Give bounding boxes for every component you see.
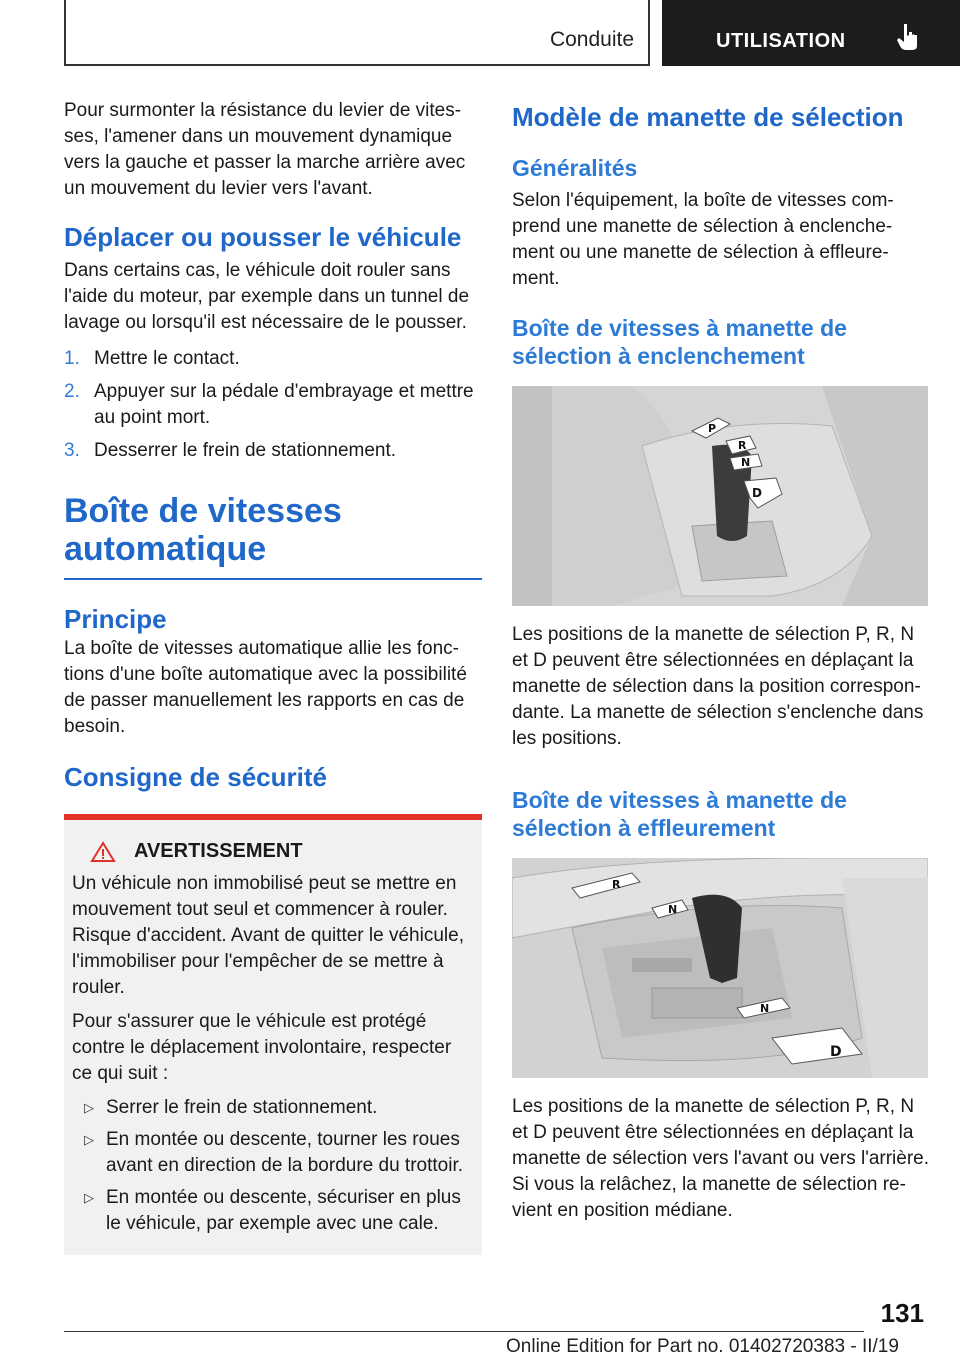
bullet-triangle-icon: ▷ bbox=[84, 1100, 94, 1115]
intro-paragraph: Pour surmonter la résistance du levier de vites-ses, l'amener dans un mouvement dynamique vers la gauche et passer la marche arrière avec un mouvement du levier vers l'avant. bbox=[64, 100, 466, 199]
list-item bbox=[72, 1185, 472, 1237]
main-heading: Modèle de manette de sélection bbox=[512, 102, 904, 132]
gear-selector-locking-figure bbox=[512, 386, 928, 606]
right-column bbox=[512, 102, 930, 1224]
bullet-triangle-icon: ▷ bbox=[84, 1132, 94, 1147]
gear-selector-touch-figure bbox=[512, 858, 928, 1078]
list-item bbox=[72, 1127, 472, 1179]
gear-selector-locking-illustration bbox=[512, 386, 928, 606]
warning-paragraph: Pour s'assurer que le véhicule est protégé contre le déplacement involontaire, respecter ce qui suit : bbox=[72, 1011, 452, 1084]
principle-paragraph: La boîte de vitesses automatique allie les fonc-tions d'une boîte automatique avec la possibilité de passer manuellement les rapports en cas de besoin. bbox=[64, 638, 467, 737]
step-number: 1. bbox=[64, 348, 80, 369]
touch-paragraph: Les positions de la manette de sélection P, R, N et D peuvent être sélectionnées en déplaçant la manette de sélection vers l'avant ou vers l'arrière. Si vous la relâchez, la manette de sélection re-vient en position médiane. bbox=[512, 1096, 930, 1221]
step-number: 2. bbox=[64, 381, 80, 402]
list-item bbox=[64, 438, 482, 464]
step-text: Appuyer sur la pédale d'embrayage et mettre au point mort. bbox=[94, 381, 474, 428]
locking-heading: Boîte de vitesses à manette de sélection à enclenchement bbox=[512, 315, 847, 369]
chapter-title: Boîte de vitesses automatique bbox=[64, 492, 482, 580]
hand-pointer-icon bbox=[896, 22, 920, 52]
header-section-box bbox=[64, 0, 650, 66]
principle-heading: Principe bbox=[64, 604, 167, 634]
step-text: Mettre le contact. bbox=[94, 348, 240, 369]
gear-label-d: D bbox=[830, 1044, 842, 1060]
gear-label-r: R bbox=[738, 439, 747, 452]
step-list bbox=[64, 346, 482, 464]
warning-header bbox=[90, 840, 472, 863]
warning-list bbox=[72, 1095, 472, 1237]
list-item bbox=[64, 346, 482, 372]
gear-label-n: N bbox=[760, 1002, 770, 1015]
warning-box bbox=[64, 814, 482, 1255]
warning-triangle-icon bbox=[90, 841, 116, 863]
header-chapter-box bbox=[662, 0, 960, 66]
gear-label-p: P bbox=[708, 422, 717, 435]
gear-selector-touch-illustration bbox=[512, 858, 928, 1078]
list-item-text: En montée ou descente, sécuriser en plus le véhicule, par exemple avec une cale. bbox=[106, 1187, 461, 1234]
step-text: Desserrer le frein de stationnement. bbox=[94, 440, 397, 461]
gear-label-n: N bbox=[741, 456, 751, 469]
left-column bbox=[64, 98, 482, 1255]
list-item bbox=[64, 379, 482, 431]
safety-heading: Consigne de sécurité bbox=[64, 762, 327, 792]
gear-label-r: R bbox=[612, 878, 621, 891]
step-number: 3. bbox=[64, 440, 80, 461]
page-number: 131 bbox=[880, 1298, 924, 1328]
header-section: Conduite bbox=[549, 28, 634, 51]
move-heading: Déplacer ou pousser le véhicule bbox=[64, 222, 462, 252]
move-paragraph: Dans certains cas, le véhicule doit rouler sans l'aide du moteur, par exemple dans un tunnel de lavage ou lorsqu'il est nécessaire de le pousser. bbox=[64, 260, 470, 333]
footer-divider bbox=[64, 1331, 864, 1332]
edition-note: Online Edition for Part no. 01402720383 - II/19 bbox=[506, 1336, 899, 1357]
header-chapter: UTILISATION bbox=[716, 30, 846, 52]
warning-paragraph: Un véhicule non immobilisé peut se mettre en mouvement tout seul et commencer à rouler. Risque d'accident. Avant de quitter le véhicule, l'immobiliser pour l'empêcher de se mettre à rouler. bbox=[72, 873, 464, 998]
bullet-triangle-icon: ▷ bbox=[84, 1190, 94, 1205]
general-heading: Généralités bbox=[512, 155, 638, 181]
list-item-text: Serrer le frein de stationnement. bbox=[106, 1097, 378, 1118]
list-item bbox=[72, 1095, 472, 1121]
gear-label-d: D bbox=[752, 486, 762, 500]
locking-paragraph: Les positions de la manette de sélection P, R, N et D peuvent être sélectionnées en déplaçant la manette de sélection dans la position correspon-dante. La manette de sélection s'enclenche dans les positions. bbox=[512, 624, 924, 749]
gear-label-n: N bbox=[668, 903, 678, 916]
list-item-text: En montée ou descente, tourner les roues avant en direction de la bordure du trottoir. bbox=[106, 1129, 464, 1176]
general-paragraph: Selon l'équipement, la boîte de vitesses com-prend une manette de sélection à enclenche-ment ou une manette de sélection à effleure-ment. bbox=[512, 190, 894, 289]
warning-title: AVERTISSEMENT bbox=[134, 840, 303, 862]
touch-heading: Boîte de vitesses à manette de sélection à effleurement bbox=[512, 787, 847, 841]
